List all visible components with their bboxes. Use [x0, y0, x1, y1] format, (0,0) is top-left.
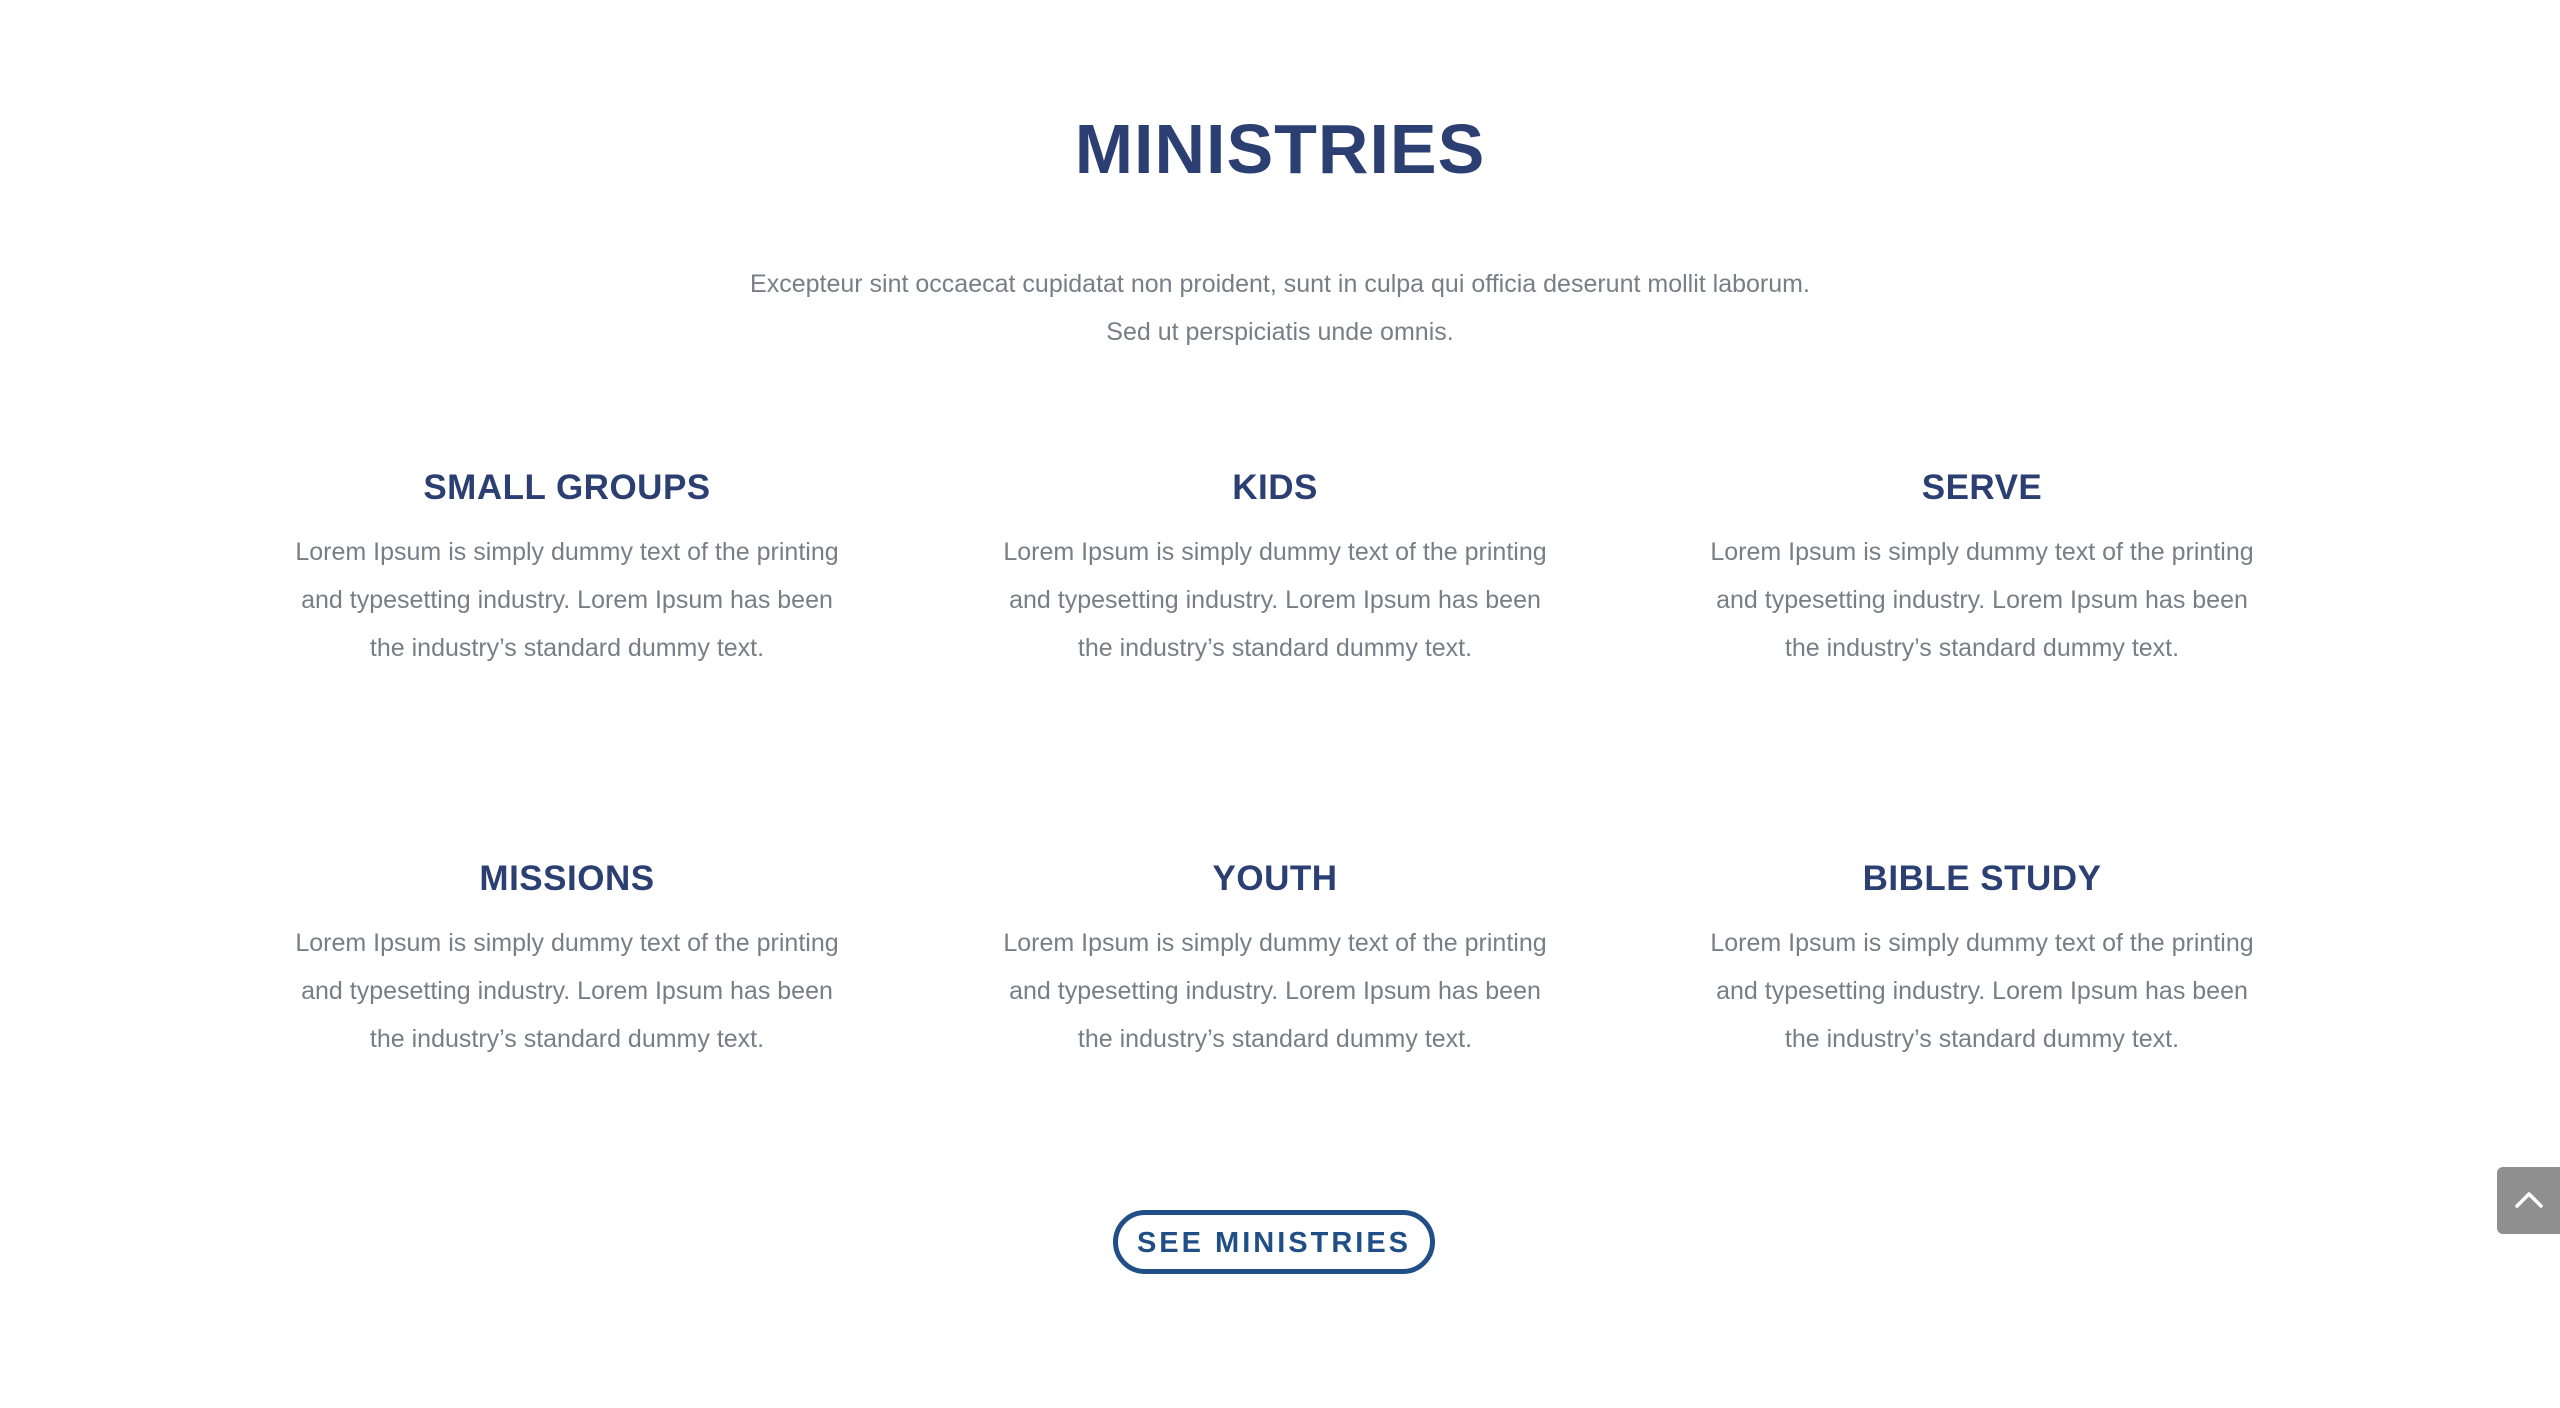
- section-intro: Excepteur sint occaecat cupidatat non proident, sunt in culpa qui officia deserunt mollit laborum. Sed ut perspiciatis unde omnis.: [750, 270, 1810, 346]
- ministry-card-serve: [1672, 466, 2292, 672]
- ministry-card-missions: [257, 857, 877, 1063]
- ministry-card-small-groups: [257, 466, 877, 672]
- ministry-card-text: Lorem Ipsum is simply dummy text of the printing and typesetting industry. Lorem Ipsum has been the industry’s standard dummy text.: [1710, 538, 2254, 662]
- ministry-card-text: Lorem Ipsum is simply dummy text of the printing and typesetting industry. Lorem Ipsum has been the industry’s standard dummy text.: [1710, 929, 2254, 1053]
- ministry-card-title: MISSIONS: [479, 859, 655, 898]
- ministry-card-text: Lorem Ipsum is simply dummy text of the printing and typesetting industry. Lorem Ipsum has been the industry’s standard dummy text.: [1003, 538, 1547, 662]
- ministry-card-kids: [965, 466, 1585, 672]
- ministry-card-title: SMALL GROUPS: [423, 468, 711, 507]
- ministry-card-text: Lorem Ipsum is simply dummy text of the printing and typesetting industry. Lorem Ipsum has been the industry’s standard dummy text.: [1003, 929, 1547, 1053]
- ministry-card-title: SERVE: [1921, 468, 2043, 507]
- see-ministries-button[interactable]: SEE MINISTRIES: [1113, 1210, 1435, 1274]
- ministry-card-text: Lorem Ipsum is simply dummy text of the printing and typesetting industry. Lorem Ipsum has been the industry’s standard dummy text.: [295, 929, 839, 1053]
- section-title: MINISTRIES: [1074, 110, 1486, 188]
- ministry-card-youth: [965, 857, 1585, 1063]
- ministry-card-title: KIDS: [1232, 468, 1318, 507]
- ministry-card-text: Lorem Ipsum is simply dummy text of the printing and typesetting industry. Lorem Ipsum has been the industry’s standard dummy text.: [295, 538, 839, 662]
- chevron-up-icon: [2514, 1187, 2544, 1213]
- ministry-card-title: YOUTH: [1212, 859, 1338, 898]
- ministry-card-title: BIBLE STUDY: [1862, 859, 2102, 898]
- scroll-to-top-button[interactable]: [2497, 1167, 2560, 1234]
- ministry-card-bible-study: [1672, 857, 2292, 1063]
